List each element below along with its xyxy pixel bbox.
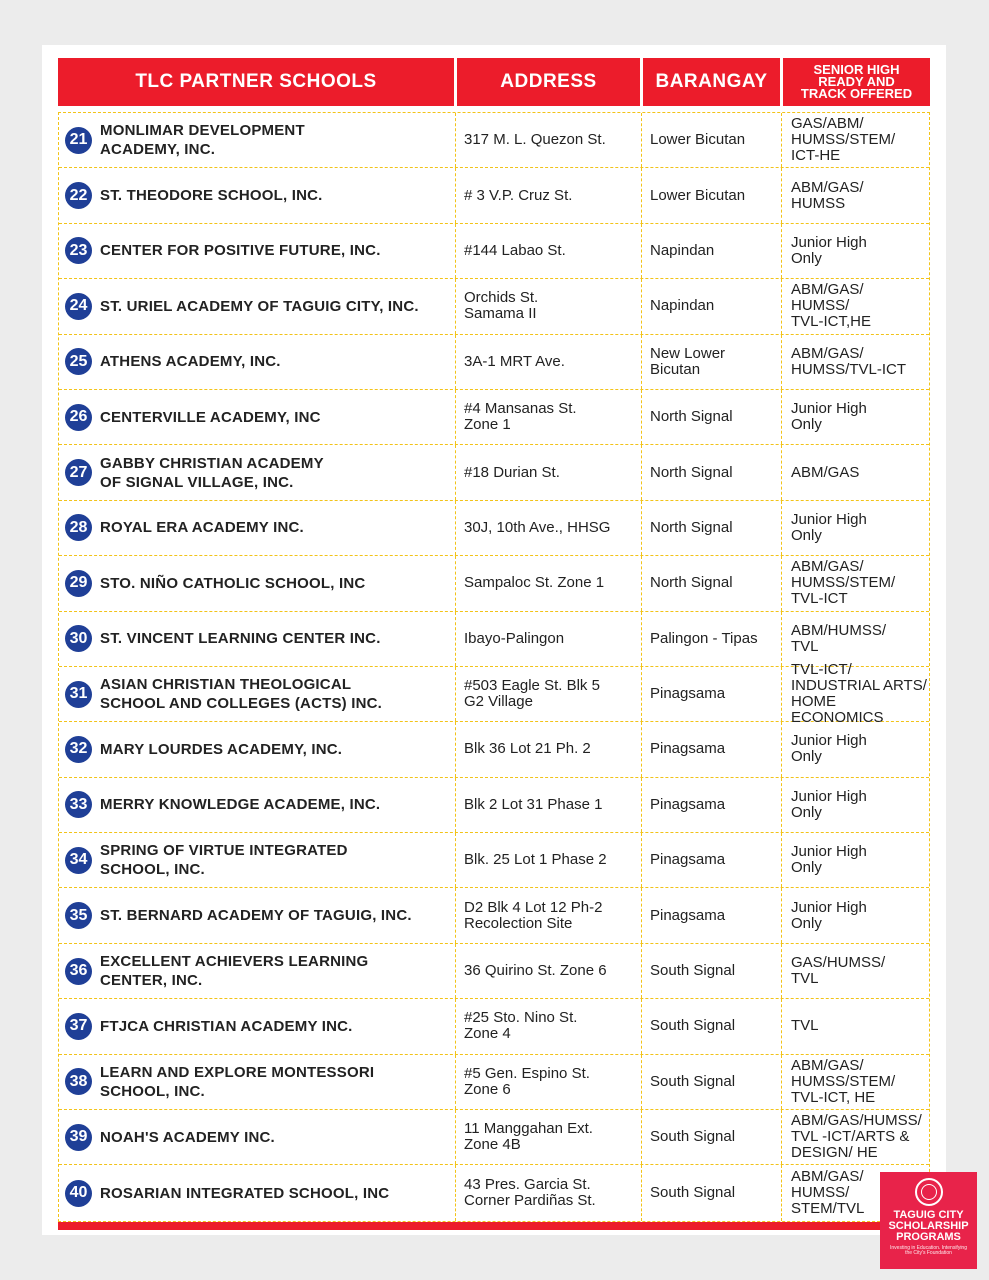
logo-tagline: Investing in Education. Intensifying the City's Foundation <box>890 1245 967 1256</box>
school-barangay: Pinagsama <box>642 888 782 942</box>
school-address: Blk 2 Lot 31 Phase 1 <box>456 778 642 832</box>
school-name: ST. URIEL ACADEMY OF TAGUIG CITY, INC. <box>100 297 419 315</box>
school-address: Blk. 25 Lot 1 Phase 2 <box>456 833 642 887</box>
school-barangay: New Lower Bicutan <box>642 335 782 389</box>
row-number-badge: 27 <box>65 459 92 486</box>
school-address: 317 M. L. Quezon St. <box>456 113 642 167</box>
school-address: 36 Quirino St. Zone 6 <box>456 944 642 998</box>
school-address: 11 Manggahan Ext. Zone 4B <box>456 1110 642 1164</box>
table-row <box>59 612 929 667</box>
school-cell <box>59 556 456 610</box>
header-address: ADDRESS <box>457 58 640 106</box>
city-seal-icon <box>915 1178 943 1206</box>
table-row <box>59 168 929 223</box>
school-track: Junior High Only <box>791 732 867 766</box>
school-cell <box>59 944 456 998</box>
school-name: MONLIMAR DEVELOPMENT ACADEMY, INC. <box>100 122 305 159</box>
school-track: ABM/GAS/ HUMSS/TVL-ICT <box>791 344 907 378</box>
school-cell <box>59 1165 456 1220</box>
school-track: Junior High Only <box>791 787 867 821</box>
school-cell <box>59 390 456 444</box>
school-barangay: Pinagsama <box>642 667 782 721</box>
school-track: Junior High Only <box>791 843 867 877</box>
table-row <box>59 390 929 445</box>
scholarship-logo <box>880 1172 977 1269</box>
table-row <box>59 335 929 390</box>
school-name: STO. NIÑO CATHOLIC SCHOOL, INC <box>100 574 366 592</box>
school-track: Junior High Only <box>791 510 867 544</box>
school-name: ROYAL ERA ACADEMY INC. <box>100 519 304 537</box>
school-barangay: North Signal <box>642 501 782 555</box>
school-name: ATHENS ACADEMY, INC. <box>100 353 281 371</box>
school-address: Sampaloc St. Zone 1 <box>456 556 642 610</box>
school-barangay: Pinagsama <box>642 722 782 776</box>
school-name: MARY LOURDES ACADEMY, INC. <box>100 740 343 758</box>
table-row <box>59 833 929 888</box>
table-row <box>59 1110 929 1165</box>
row-number-badge: 26 <box>65 404 92 431</box>
table-row <box>59 279 929 334</box>
row-number-badge: 30 <box>65 625 92 652</box>
school-name: ST. THEODORE SCHOOL, INC. <box>100 187 323 205</box>
school-barangay: North Signal <box>642 390 782 444</box>
header-track-offered: SENIOR HIGH READY AND TRACK OFFERED <box>783 58 930 106</box>
school-address: 3A-1 MRT Ave. <box>456 335 642 389</box>
school-name: LEARN AND EXPLORE MONTESSORI SCHOOL, INC. <box>100 1063 375 1100</box>
row-number-badge: 36 <box>65 958 92 985</box>
school-barangay: North Signal <box>642 556 782 610</box>
school-barangay: South Signal <box>642 1055 782 1109</box>
row-number-badge: 31 <box>65 681 92 708</box>
table-row <box>59 888 929 943</box>
school-address: D2 Blk 4 Lot 12 Ph-2 Recolection Site <box>456 888 642 942</box>
school-address: #18 Durian St. <box>456 445 642 499</box>
school-track: ABM/GAS/ HUMSS/ TVL-ICT,HE <box>791 281 872 331</box>
table-row <box>59 1165 929 1220</box>
school-name: ST. BERNARD ACADEMY OF TAGUIG, INC. <box>100 907 412 925</box>
school-track: Junior High Only <box>791 400 867 434</box>
row-number-badge: 32 <box>65 736 92 763</box>
table-header <box>58 58 930 106</box>
header-barangay: BARANGAY <box>643 58 780 106</box>
school-barangay: South Signal <box>642 999 782 1053</box>
table-row <box>59 999 929 1054</box>
school-track: GAS/ABM/ HUMSS/STEM/ ICT-HE <box>791 115 896 165</box>
school-address: #5 Gen. Espino St. Zone 6 <box>456 1055 642 1109</box>
table-row <box>59 224 929 279</box>
table-row <box>59 445 929 500</box>
school-barangay: South Signal <box>642 944 782 998</box>
school-name: CENTER FOR POSITIVE FUTURE, INC. <box>100 242 381 260</box>
row-number-badge: 21 <box>65 127 92 154</box>
school-cell <box>59 833 456 887</box>
school-track: ABM/GAS/HUMSS/ TVL -ICT/ARTS & DESIGN/ HE <box>791 1112 922 1162</box>
school-barangay: Lower Bicutan <box>642 168 782 222</box>
row-number-badge: 24 <box>65 293 92 320</box>
bottom-accent-bar <box>58 1222 930 1230</box>
school-address: Orchids St. Samama II <box>456 279 642 333</box>
table-row <box>59 1055 929 1110</box>
school-address: 43 Pres. Garcia St. Corner Pardiñas St. <box>456 1165 642 1220</box>
school-address: Blk 36 Lot 21 Ph. 2 <box>456 722 642 776</box>
school-name: SPRING OF VIRTUE INTEGRATED SCHOOL, INC. <box>100 842 348 879</box>
school-barangay: Pinagsama <box>642 778 782 832</box>
school-barangay: South Signal <box>642 1110 782 1164</box>
logo-title: TAGUIG CITY SCHOLARSHIP PROGRAMS <box>888 1209 969 1243</box>
school-cell <box>59 667 456 721</box>
school-name: ROSARIAN INTEGRATED SCHOOL, INC <box>100 1184 390 1202</box>
table-row <box>59 113 929 168</box>
row-number-badge: 39 <box>65 1124 92 1151</box>
school-address: #503 Eagle St. Blk 5 G2 Village <box>456 667 642 721</box>
school-address: #144 Labao St. <box>456 224 642 278</box>
school-address: Ibayo-Palingon <box>456 612 642 666</box>
school-cell <box>59 1110 456 1164</box>
school-name: EXCELLENT ACHIEVERS LEARNING CENTER, INC. <box>100 953 369 990</box>
school-name: CENTERVILLE ACADEMY, INC <box>100 408 321 426</box>
row-number-badge: 28 <box>65 514 92 541</box>
school-track: ABM/GAS/ HUMSS/STEM/ TVL-ICT, HE <box>791 1056 896 1106</box>
school-cell <box>59 999 456 1053</box>
school-track: ABM/HUMSS/ TVL <box>791 621 887 655</box>
school-name: ST. VINCENT LEARNING CENTER INC. <box>100 630 381 648</box>
table-row <box>59 944 929 999</box>
school-cell <box>59 888 456 942</box>
table-row <box>59 501 929 556</box>
row-number-badge: 29 <box>65 570 92 597</box>
school-address: #4 Mansanas St. Zone 1 <box>456 390 642 444</box>
school-track: TVL <box>791 1017 819 1035</box>
row-number-badge: 35 <box>65 902 92 929</box>
school-cell <box>59 612 456 666</box>
school-name: MERRY KNOWLEDGE ACADEME, INC. <box>100 796 381 814</box>
school-cell <box>59 778 456 832</box>
table-row <box>59 556 929 611</box>
school-track: ABM/GAS <box>791 463 860 481</box>
school-cell <box>59 335 456 389</box>
row-number-badge: 22 <box>65 182 92 209</box>
school-name: GABBY CHRISTIAN ACADEMY OF SIGNAL VILLAGE, INC. <box>100 454 324 491</box>
school-track: TVL-ICT/ INDUSTRIAL ARTS/ HOME ECONOMICS <box>791 661 927 727</box>
school-track: ABM/GAS/ HUMSS <box>791 178 864 212</box>
table-row <box>59 722 929 777</box>
row-number-badge: 33 <box>65 791 92 818</box>
school-track: ABM/GAS/ HUMSS/ STEM/TVL <box>791 1168 865 1218</box>
school-cell <box>59 113 456 167</box>
school-track: Junior High Only <box>791 898 867 932</box>
row-number-badge: 23 <box>65 237 92 264</box>
school-barangay: South Signal <box>642 1165 782 1220</box>
school-barangay: North Signal <box>642 445 782 499</box>
school-cell <box>59 501 456 555</box>
school-track: ABM/GAS/ HUMSS/STEM/ TVL-ICT <box>791 558 896 608</box>
school-cell <box>59 168 456 222</box>
school-barangay: Lower Bicutan <box>642 113 782 167</box>
school-barangay: Pinagsama <box>642 833 782 887</box>
row-number-badge: 40 <box>65 1180 92 1207</box>
row-number-badge: 25 <box>65 348 92 375</box>
school-name: NOAH'S ACADEMY INC. <box>100 1128 275 1146</box>
header-partner-schools: TLC PARTNER SCHOOLS <box>58 58 454 106</box>
row-number-badge: 34 <box>65 847 92 874</box>
school-address: 30J, 10th Ave., HHSG <box>456 501 642 555</box>
schools-table <box>58 112 930 1222</box>
school-track: GAS/HUMSS/ TVL <box>791 954 886 988</box>
school-barangay: Palingon - Tipas <box>642 612 782 666</box>
school-address: #25 Sto. Nino St. Zone 4 <box>456 999 642 1053</box>
school-cell <box>59 1055 456 1109</box>
school-cell <box>59 445 456 499</box>
school-name: FTJCA CHRISTIAN ACADEMY INC. <box>100 1017 353 1035</box>
row-number-badge: 38 <box>65 1068 92 1095</box>
table-row <box>59 661 929 727</box>
school-address: # 3 V.P. Cruz St. <box>456 168 642 222</box>
school-name: ASIAN CHRISTIAN THEOLOGICAL SCHOOL AND COLLEGES (ACTS) INC. <box>100 676 383 713</box>
school-track: Junior High Only <box>791 233 867 267</box>
school-cell <box>59 224 456 278</box>
school-barangay: Napindan <box>642 224 782 278</box>
school-barangay: Napindan <box>642 279 782 333</box>
table-row <box>59 778 929 833</box>
school-cell <box>59 279 456 333</box>
school-cell <box>59 722 456 776</box>
row-number-badge: 37 <box>65 1013 92 1040</box>
